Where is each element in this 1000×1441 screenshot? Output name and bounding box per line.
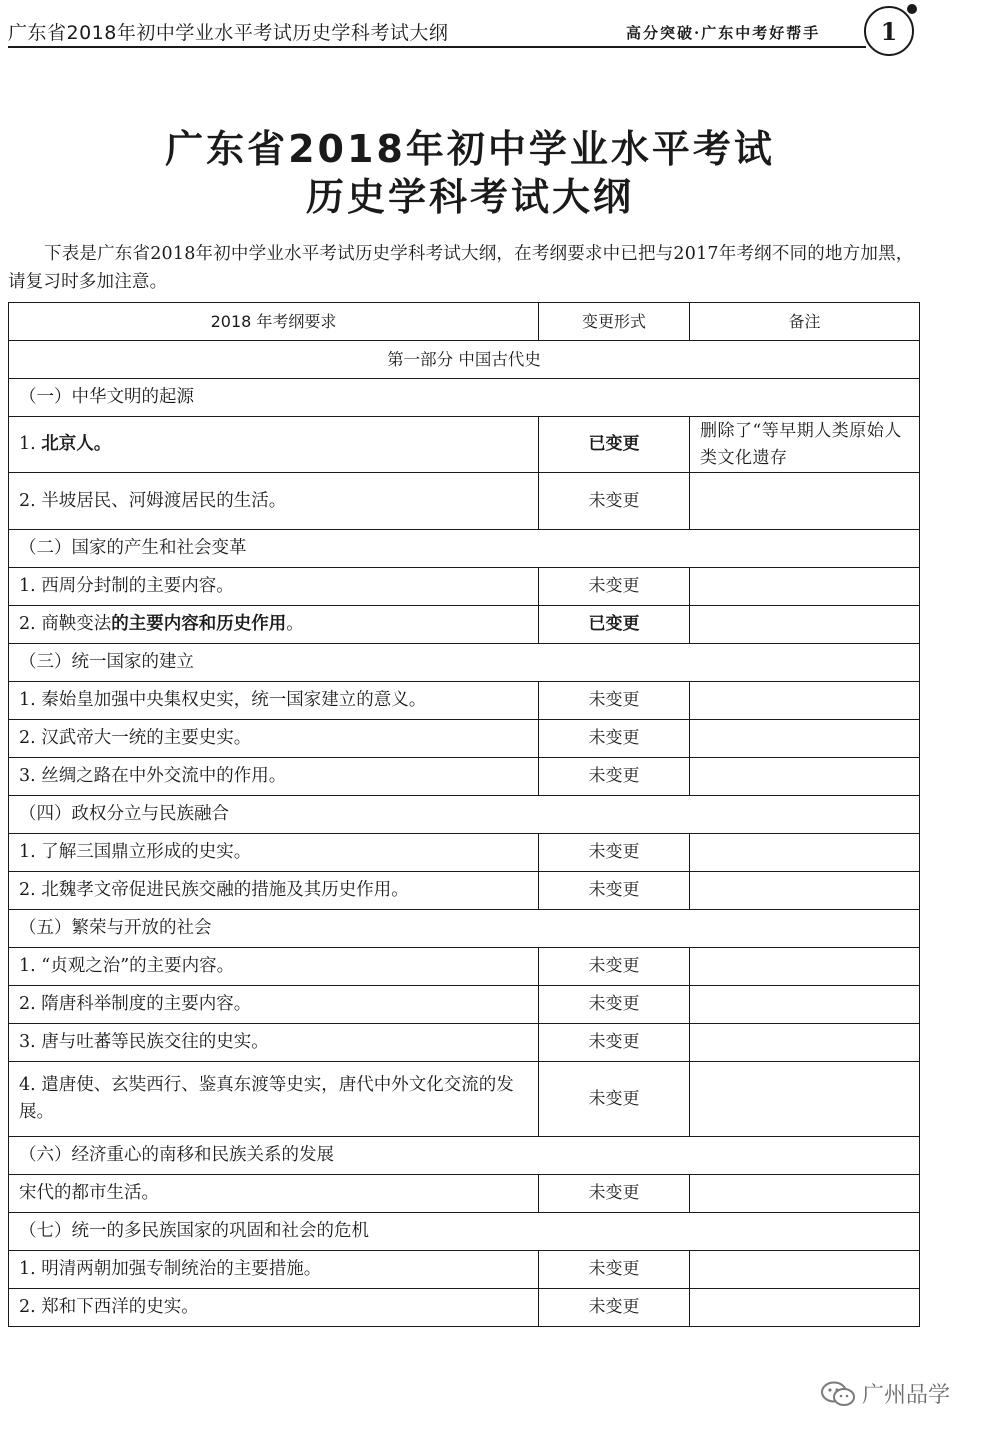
running-title: 广东省2018年初中学业水平考试历史学科考试大纲 — [8, 22, 449, 44]
change-cell: 已变更 — [539, 606, 690, 644]
section-title: （一）中华文明的起源 — [9, 379, 920, 417]
section-title: （三）统一国家的建立 — [9, 644, 920, 682]
section-title: （五）繁荣与开放的社会 — [9, 910, 920, 948]
change-cell: 未变更 — [539, 872, 690, 910]
table-row — [9, 834, 920, 872]
section-row — [9, 644, 920, 682]
requirement-cell: 2. 隋唐科举制度的主要内容。 — [9, 986, 539, 1024]
change-cell: 未变更 — [539, 473, 690, 530]
table-row — [9, 1251, 920, 1289]
table-row — [9, 1024, 920, 1062]
table-row — [9, 1175, 920, 1213]
syllabus-table — [8, 302, 920, 1327]
note-cell — [690, 720, 920, 758]
table-header-row — [9, 303, 920, 341]
note-cell — [690, 834, 920, 872]
section-row — [9, 910, 920, 948]
table-row — [9, 758, 920, 796]
requirement-cell: 2. 北魏孝文帝促进民族交融的措施及其历史作用。 — [9, 872, 539, 910]
table-row — [9, 417, 920, 473]
note-cell — [690, 986, 920, 1024]
table-row — [9, 1289, 920, 1327]
change-cell: 未变更 — [539, 1024, 690, 1062]
requirement-cell: 1. “贞观之治”的主要内容。 — [9, 948, 539, 986]
table-row — [9, 568, 920, 606]
document-title-line1: 广东省2018年初中学业水平考试 — [165, 127, 775, 171]
header-note: 备注 — [690, 303, 920, 341]
change-cell: 未变更 — [539, 834, 690, 872]
note-cell — [690, 1251, 920, 1289]
table-row — [9, 606, 920, 644]
header-rule — [8, 46, 866, 48]
table-row — [9, 1062, 920, 1137]
header-requirement: 2018 年考纲要求 — [9, 303, 539, 341]
note-cell — [690, 948, 920, 986]
badge-dot-icon — [907, 4, 917, 14]
note-cell — [690, 473, 920, 530]
note-cell — [690, 1024, 920, 1062]
section-row — [9, 530, 920, 568]
note-cell: 删除了“等早期人类原始人类文化遗存 — [690, 417, 920, 473]
note-cell — [690, 682, 920, 720]
requirement-cell: 1. 秦始皇加强中央集权史实，统一国家建立的意义。 — [9, 682, 539, 720]
change-cell: 未变更 — [539, 758, 690, 796]
change-cell: 已变更 — [539, 417, 690, 473]
intro-paragraph: 下表是广东省2018年初中学业水平考试历史学科考试大纲，在考纲要求中已把与2017年考纲不同的地方加黑，请复习时多加注意。 — [8, 244, 914, 292]
section-row — [9, 1137, 920, 1175]
page-number-badge — [864, 6, 914, 56]
change-cell: 未变更 — [539, 682, 690, 720]
note-cell — [690, 606, 920, 644]
watermark-label: 广州品学 — [862, 1383, 951, 1408]
header-slogan: 高分突破·广东中考好帮手 — [626, 24, 821, 42]
wechat-icon — [820, 1380, 856, 1408]
table-row — [9, 986, 920, 1024]
requirement-cell: 1. 明清两朝加强专制统治的主要措施。 — [9, 1251, 539, 1289]
requirement-cell: 3. 唐与吐蕃等民族交往的史实。 — [9, 1024, 539, 1062]
header-change: 变更形式 — [539, 303, 690, 341]
table-row — [9, 682, 920, 720]
note-cell — [690, 872, 920, 910]
change-cell: 未变更 — [539, 1251, 690, 1289]
section-title: （七）统一的多民族国家的巩固和社会的危机 — [9, 1213, 920, 1251]
requirement-cell: 宋代的都市生活。 — [9, 1175, 539, 1213]
note-cell — [690, 1175, 920, 1213]
section-title: （四）政权分立与民族融合 — [9, 796, 920, 834]
note-cell — [690, 1289, 920, 1327]
document-title-line2: 历史学科考试大纲 — [305, 175, 634, 219]
change-cell: 未变更 — [539, 1175, 690, 1213]
requirement-cell: 2. 商鞅变法的主要内容和历史作用。 — [9, 606, 539, 644]
table-row — [9, 872, 920, 910]
page-number: 1 — [880, 16, 898, 46]
part-row — [9, 341, 920, 379]
section-title: （六）经济重心的南移和民族关系的发展 — [9, 1137, 920, 1175]
requirement-cell: 4. 遣唐使、玄奘西行、鉴真东渡等史实，唐代中外文化交流的发展。 — [9, 1062, 539, 1137]
section-row — [9, 796, 920, 834]
page-header — [0, 0, 1000, 60]
requirement-cell: 1. 了解三国鼎立形成的史实。 — [9, 834, 539, 872]
requirement-cell: 3. 丝绸之路在中外交流中的作用。 — [9, 758, 539, 796]
table-row — [9, 720, 920, 758]
change-cell: 未变更 — [539, 1062, 690, 1137]
watermark — [820, 1378, 950, 1409]
change-cell: 未变更 — [539, 948, 690, 986]
table-row — [9, 948, 920, 986]
requirement-cell: 2. 郑和下西洋的史实。 — [9, 1289, 539, 1327]
table-row — [9, 473, 920, 530]
requirement-cell: 2. 半坡居民、河姆渡居民的生活。 — [9, 473, 539, 530]
change-cell: 未变更 — [539, 1289, 690, 1327]
change-cell: 未变更 — [539, 720, 690, 758]
requirement-cell: 1. 北京人。 — [9, 417, 539, 473]
note-cell — [690, 1062, 920, 1137]
section-title: （二）国家的产生和社会变革 — [9, 530, 920, 568]
change-cell: 未变更 — [539, 986, 690, 1024]
change-cell: 未变更 — [539, 568, 690, 606]
part-title: 第一部分 中国古代史 — [9, 341, 920, 379]
requirement-cell: 1. 西周分封制的主要内容。 — [9, 568, 539, 606]
section-row — [9, 379, 920, 417]
section-row — [9, 1213, 920, 1251]
note-cell — [690, 568, 920, 606]
note-cell — [690, 758, 920, 796]
requirement-cell: 2. 汉武帝大一统的主要史实。 — [9, 720, 539, 758]
